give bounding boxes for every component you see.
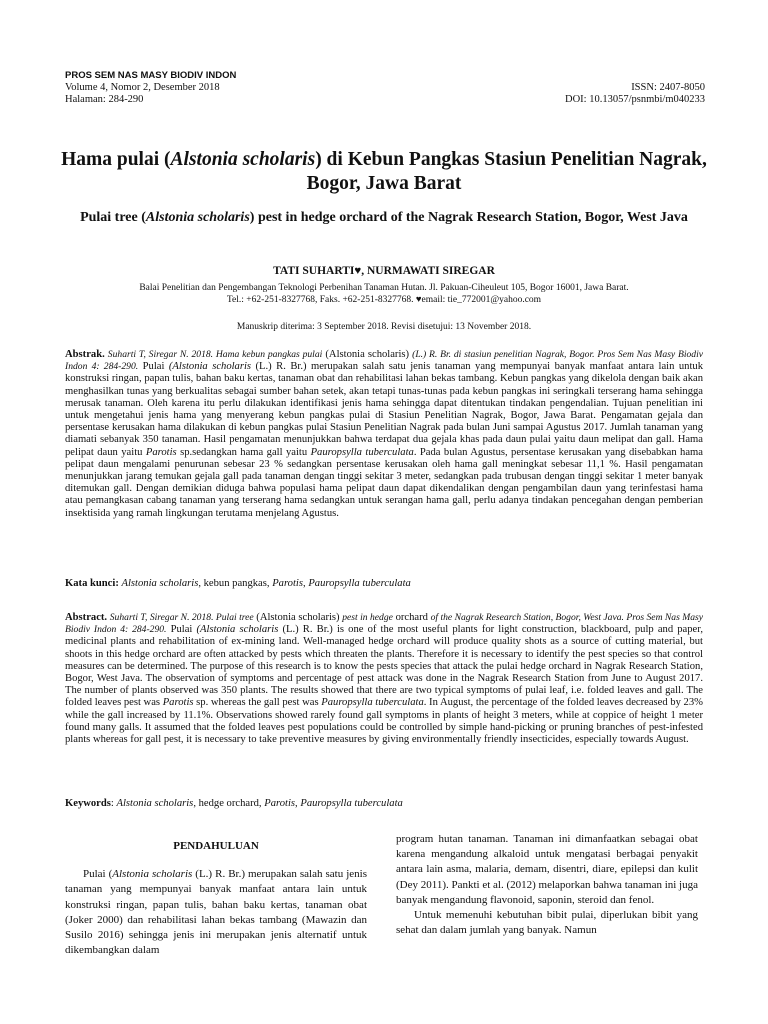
left-column bbox=[65, 833, 367, 958]
abstract-species: (Alstonia scholaris bbox=[196, 624, 279, 636]
abstrak-body: (L.) R. Br.) merupakan salah satu jenis tanaman yang mempunyai banyak manfaat antara lain untuk konstruksi ringan, papan tulis, bahan baku kertas, tanaman obat dan rehabilitasi lahan bekas tambang. Kebun pangkas yang dikelola dengan baik akan menghasilkan tunas yang berkualitas sebagai sumber bahan setek, akan tetapi tunas-tunas pada kebun pangkas ini seringkali terserang hama sehingga merusak tanaman. Oleh karena itu perlu dilakukan identifikasi jenis hama sehingga dapat ditentukan tindakan pengendalian. Tujuan penelitian ini untuk mengetahui jenis hama yang menyerang kebun pangkas pulai di Stasiun Penelitian Nagrak, Bogor, Jawa Barat. Pengamatan gejala dan persentase kerusakan hama dilakukan di kebun pangkas pulai Stasiun Penelitian Nagrak pada bulan Juni sampai Agustus 2017. Jumlah tanaman yang diamati sebanyak 350 tanaman. Hasil pengamatan menunjukkan bahwa terdapat dua gejala khas pada daun pulai yaitu daun melipat dan gall. Hama pelipat daun yaitu bbox=[65, 361, 703, 458]
keyword-1: Alstonia scholaris bbox=[116, 798, 194, 809]
subtitle-part1: Pulai tree ( bbox=[80, 210, 146, 225]
keyword-3: Parotis bbox=[264, 798, 296, 809]
abstrak-pest-1: Parotis bbox=[145, 446, 177, 458]
manuscript-dates: Manuskrip diterima: 3 September 2018. Revisi disetujui: 13 November 2018. bbox=[236, 322, 532, 332]
abstrak-lead: Pulai bbox=[142, 361, 165, 373]
abstract-citation-3: of the Nagrak Research Station, Bogor, West Java. Pros Sem Nas Masy Biodiv Indon 4: 284-290. bbox=[65, 612, 704, 636]
abstrak-mid: sp.sedangkan hama gall yaitu bbox=[180, 446, 308, 458]
abstract-citation-orchard: orchard bbox=[395, 612, 428, 623]
abstract-label: Abstract. bbox=[65, 612, 108, 623]
title-part1: Hama pulai ( bbox=[61, 149, 171, 170]
kata-kunci-2: , kebun pangkas, bbox=[198, 578, 270, 589]
keyword-4: , bbox=[295, 798, 298, 809]
abstrak-label: Abstrak. bbox=[65, 349, 105, 360]
abstract-lead: Pulai bbox=[170, 624, 193, 636]
abstract-pest-1: Parotis bbox=[162, 697, 194, 709]
intro-paragraph-1 bbox=[65, 867, 367, 958]
journal-issn: ISSN: 2407-8050 bbox=[631, 82, 705, 93]
journal-header bbox=[65, 70, 705, 106]
section-heading: PENDAHULUAN bbox=[173, 840, 259, 852]
affiliation-contact: Tel.: +62-251-8327768, Faks. +62-251-8327768. ♥email: tie_772001@yahoo.com bbox=[226, 295, 542, 305]
abstrak-paragraph bbox=[65, 349, 703, 520]
right-column bbox=[396, 832, 698, 938]
affiliation-address: Balai Penelitian dan Pengembangan Teknologi Perbenihan Tanaman Hutan. Jl. Pakuan-Ciheuleut 105, Bogor 16001, Jawa Barat. bbox=[139, 283, 629, 293]
intro-p1-body: (L.) R. Br.) merupakan salah satu jenis tanaman yang mempunyai banyak manfaat antara lain untuk konstruksi ringan, papan tulis, bahan baku kertas, tanaman obat (Joker 2000) dan rehabilitasi lahan bekas tambang (Mawazin dan Susilo 2016) sehingga jenis ini merupakan jenis alternatif untuk dikembangkan dalam bbox=[65, 868, 367, 957]
intro-paragraph-2: program hutan tanaman. Tanaman ini dimanfaatkan sebagai obat karena mengandung alkaloid untuk mengatasi berbagai penyakit antara lain asma, malaria, demam, disentri, diare, epilepsi dan kulit (Dey 2011). Pankti et al. (2012) melaporkan bahwa tanaman ini juga banyak mengandung flavonoid, saponin, steroid dan fenol. bbox=[396, 833, 699, 906]
abstrak-citation-rest: (L.) R. Br. di stasiun penelitian Nagrak, Bogor. Pros Sem Nas Masy Biodiv Indon 4: 284-290. bbox=[65, 349, 704, 373]
kata-kunci-1: Alstonia scholaris bbox=[121, 578, 199, 589]
abstrak-species: (Alstonia scholaris bbox=[168, 361, 252, 373]
kata-kunci-label: Kata kunci: bbox=[65, 578, 119, 589]
title-species: Alstonia scholaris bbox=[170, 149, 316, 170]
journal-volume: Volume 4, Nomor 2, Desember 2018 bbox=[65, 82, 220, 93]
kata-kunci bbox=[65, 578, 703, 590]
abstract-mid: sp. whereas the gall pest was bbox=[196, 697, 319, 709]
keyword-2: , hedge orchard, bbox=[193, 798, 262, 809]
title-part2: ) di Kebun Pangkas Stasiun Penelitian Nagrak, Bogor, Jawa Barat bbox=[306, 149, 707, 194]
kata-kunci-4: , bbox=[303, 578, 306, 589]
abstract-citation: Suharti T, Siregar N. 2018. Pulai tree bbox=[109, 612, 254, 623]
abstract-end: . In August, the percentage of the folded leaves decreased by 23% while the gall increased by 11.1%. Observations showed rarely found gall symptoms in plants of height 3 meters, while at coppice of height 1 meter found many galls. It assumed that the folded leaves pest populations could be controlled by simple hand-picking or pruning branches of pest-infested plants whereas for gall pest, it is necessary to take preventive measures by giving environmentally friendly insecticides, especially towards August. bbox=[65, 697, 703, 746]
journal-pages: Halaman: 284-290 bbox=[65, 94, 144, 105]
keyword-5: Pauropsylla tuberculata bbox=[300, 798, 403, 809]
authors: TATI SUHARTI♥, NURMAWATI SIREGAR bbox=[273, 265, 495, 277]
abstrak-end: . Pada bulan Agustus, persentase kerusakan yang disebabkan hama pelipat daun mengalami penurunan sebesar 23 % sedangkan persentase kerusakan oleh hama gall meningkat sebesar 11,1 %. Hasil pengamatan menunjukkan jarang temukan gejala gall pada tanaman dengan tinggi sekitar 3 meter, sedangkan pada trubusan dengan tinggi sekitar 1 meter banyak ditemukan gall. Dengan demikian diduga bahwa populasi hama pelipat daun dapat dikendalikan dengan pengambilan daun yang terinfestasi hama atau pemangkasan cabang tanaman yang terserang hama sedangkan untuk serangan hama gall, perlu adanya tindakan pencegahan dengan pemberian insektisida yang ramah lingkungan terutama menjelang Agustus. bbox=[65, 446, 703, 519]
keywords: Keywords: Alstonia scholaris, hedge orchard, Parotis, Pauropsylla tuberculata bbox=[65, 798, 403, 809]
abstract-body: (L.) R. Br.) is one of the most useful plants for light construction, blackboard, pulp and paper, medicinal plants and rehabilitation of ex-mining land. Well-managed hedge orchard will produce quality shots as a source of cutting material, but shoots in this hedge orchard are often attacked by pests which threaten the plants. Therefore it is necessary to identify the pest species so that control measures can be determined. The purpose of this research is to know the pests species that attack the pulai hedge orchard in Nagrak Research Station, Bogor, West Java. The observation of symptoms and percentage of pest attack was done in the Nagrak Research Station from June to August 2017. The number of plants observed was 350 plants. The results showed that there are two typical symptoms of pulai leaf, i.e. folded leaves and gall. The folded leaves pest was bbox=[65, 624, 703, 709]
journal-doi[interactable]: DOI: 10.13057/psnmbi/m040233 bbox=[564, 94, 705, 105]
abstract-pest-2: Pauropsylla tuberculata bbox=[321, 697, 424, 709]
affiliation bbox=[60, 282, 708, 306]
abstrak-citation: Suharti T, Siregar N. 2018. Hama kebun pangkas pulai bbox=[107, 349, 323, 360]
abstrak-citation-species: (Alstonia scholaris) bbox=[325, 349, 410, 360]
kata-kunci-3: Parotis bbox=[272, 578, 303, 589]
subtitle-part2: ) pest in hedge orchard of the Nagrak Research Station, Bogor, West Java bbox=[249, 210, 688, 225]
abstract-paragraph bbox=[65, 612, 703, 746]
intro-p1-species: Alstonia scholaris bbox=[112, 868, 193, 881]
intro-paragraph-3: Untuk memenuhi kebutuhan bibit pulai, diperlukan bibit yang sehat dan dalam jumlah yang banyak. Namun bbox=[396, 909, 698, 937]
keywords-label: Keywords bbox=[65, 798, 111, 809]
abstrak-pest-2: Pauropsylla tuberculata bbox=[310, 446, 414, 458]
abstract-citation-species: (Alstonia scholaris) bbox=[256, 612, 340, 623]
paper-subtitle bbox=[60, 208, 708, 227]
subtitle-species: Alstonia scholaris bbox=[145, 210, 250, 225]
paper-title bbox=[60, 148, 708, 196]
journal-name: PROS SEM NAS MASY BIODIV INDON bbox=[65, 70, 237, 81]
intro-p1-lead: Pulai ( bbox=[83, 868, 113, 881]
kata-kunci-5: Pauropsylla tuberculata bbox=[308, 578, 411, 589]
abstract-citation-2: pest in hedge bbox=[342, 612, 393, 623]
